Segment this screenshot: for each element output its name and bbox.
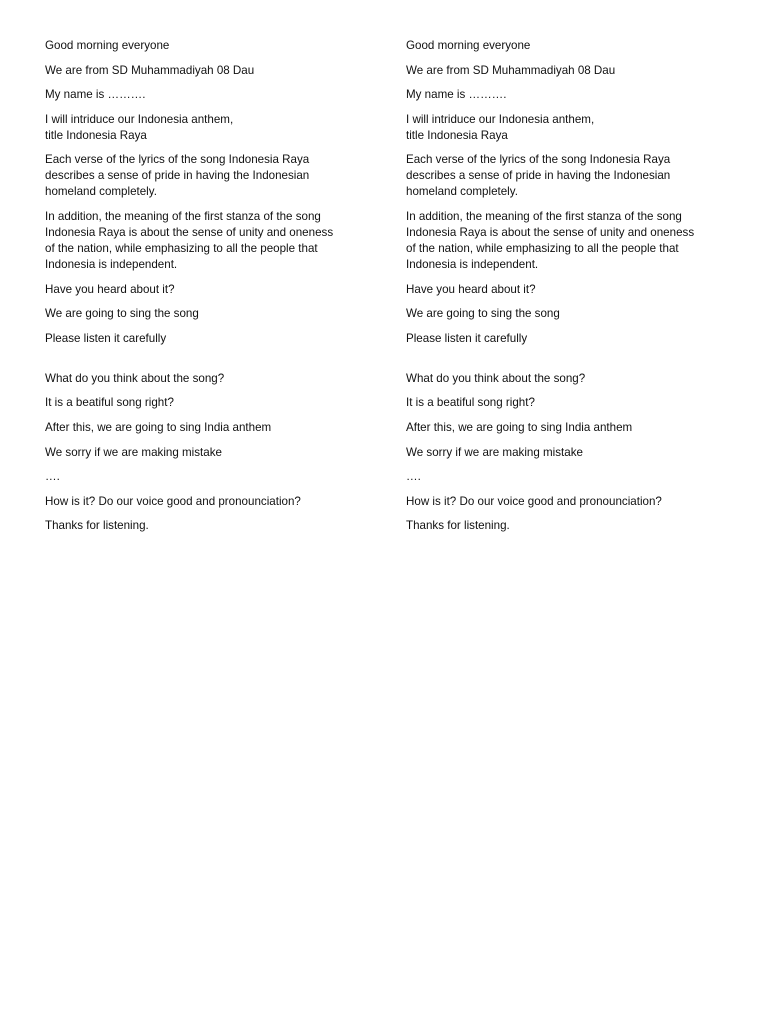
- thanks-text: Thanks for listening.: [406, 519, 510, 533]
- name-text: My name is ……….: [406, 88, 507, 102]
- stanza-meaning-text: In addition, the meaning of the first stanza of the song Indonesia Raya is about the sense of unity and oneness of the nation, while emphasizing to all the people that Indonesia is independent.: [45, 209, 334, 271]
- india-anthem-text: After this, we are going to sing India anthem: [406, 420, 633, 434]
- school-text: We are from SD Muhammadiyah 08 Dau: [406, 63, 616, 77]
- sing-song-text: We are going to sing the song: [406, 307, 560, 321]
- greeting-text: Good morning everyone: [45, 39, 170, 52]
- apology-text: We sorry if we are making mistake: [406, 445, 583, 459]
- ellipsis-text: ….: [406, 470, 421, 484]
- question-heard-text: Have you heard about it?: [45, 282, 175, 296]
- thanks-text: Thanks for listening.: [45, 519, 149, 533]
- india-anthem-text: After this, we are going to sing India anthem: [45, 420, 272, 434]
- greeting-text: Good morning everyone: [406, 39, 531, 52]
- right-column: [406, 38, 726, 543]
- apology-text: We sorry if we are making mistake: [45, 445, 222, 459]
- name-text: My name is ……….: [45, 88, 146, 102]
- question-think-text: What do you think about the song?: [406, 371, 586, 385]
- school-text: We are from SD Muhammadiyah 08 Dau: [45, 63, 255, 77]
- sing-song-text: We are going to sing the song: [45, 307, 199, 321]
- verse-description-text: Each verse of the lyrics of the song Indonesia Raya describes a sense of pride in having the Indonesian homeland completely.: [406, 153, 671, 199]
- listen-text: Please listen it carefully: [406, 331, 528, 345]
- stanza-meaning-text: In addition, the meaning of the first stanza of the song Indonesia Raya is about the sense of unity and oneness of the nation, while emphasizing to all the people that Indonesia is independent.: [406, 209, 695, 271]
- ellipsis-text: ….: [45, 470, 60, 484]
- question-think-text: What do you think about the song?: [45, 371, 225, 385]
- anthem-intro-text: I will intriduce our Indonesia anthem, title Indonesia Raya: [406, 112, 595, 142]
- beautiful-song-text: It is a beatiful song right?: [406, 396, 535, 410]
- question-heard-text: Have you heard about it?: [406, 282, 536, 296]
- left-column: [45, 38, 365, 543]
- verse-description-text: Each verse of the lyrics of the song Indonesia Raya describes a sense of pride in having the Indonesian homeland completely.: [45, 153, 310, 199]
- anthem-intro-text: I will intriduce our Indonesia anthem, title Indonesia Raya: [45, 112, 234, 142]
- question-voice-text: How is it? Do our voice good and pronounciation?: [406, 494, 662, 508]
- listen-text: Please listen it carefully: [45, 331, 167, 345]
- question-voice-text: How is it? Do our voice good and pronounciation?: [45, 494, 301, 508]
- beautiful-song-text: It is a beatiful song right?: [45, 396, 174, 410]
